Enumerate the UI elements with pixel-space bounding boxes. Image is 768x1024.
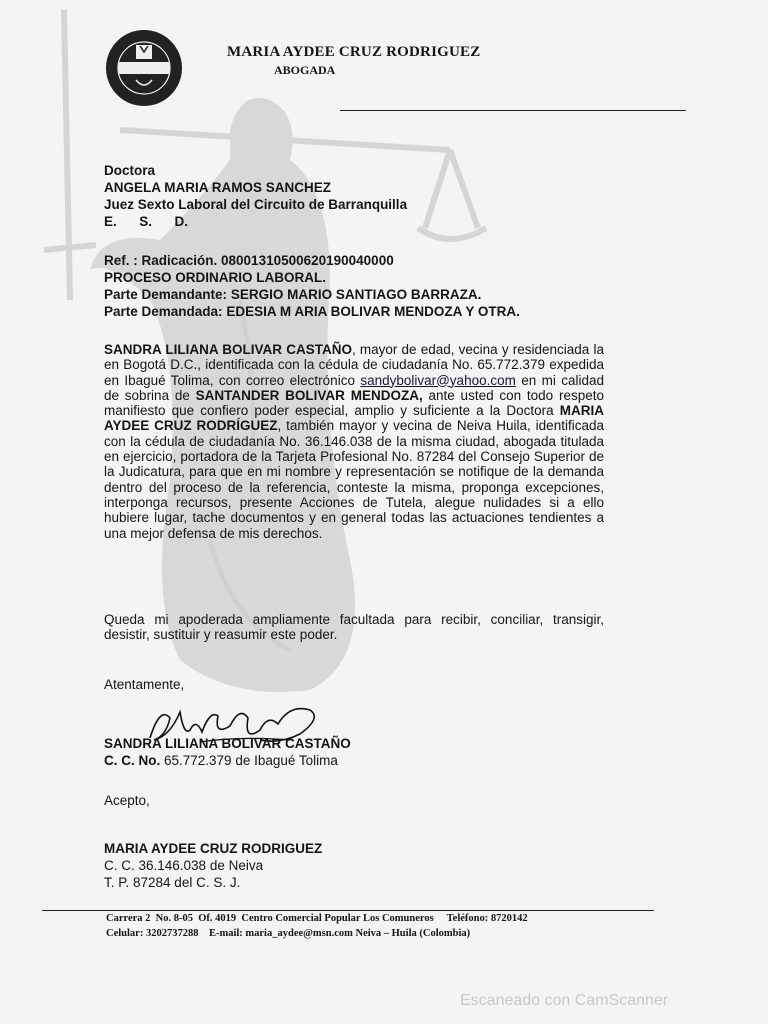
footer-rule [42,910,654,911]
reference-plaintiff [104,286,481,303]
body-paragraph-1 [104,342,604,541]
reference-process: PROCESO ORDINARIO LABORAL. [104,270,327,285]
addressee-salutation: Doctora [104,163,156,178]
paragraph-1-text-b: en mi calidad de sobrina de [104,372,604,403]
addressee-name: ANGELA MARIA RAMOS SANCHEZ [104,180,331,195]
university-seal-logo [104,28,184,108]
plaintiff-name: SERGIO MARIO SANTIAGO BARRAZA. [230,287,482,302]
header-lawyer-title: ABOGADA [274,63,336,77]
closing-regards: Atentamente, [104,677,185,692]
reference-defendant [104,303,520,320]
acceptor-name: MARIA AYDEE CRUZ RODRIGUEZ [104,841,323,856]
relative-name: SANTANDER BOLIVAR MENDOZA, [195,387,423,403]
signer-id [104,752,338,769]
camscanner-watermark: Escaneado con CamScanner [460,992,669,1009]
signer-id-label: C. C. No. [104,753,161,768]
paragraph-1-text-a: , mayor de edad, vecina y residenciada la en Bogotá D.C., identificada con la cédula de ciudadanía No. 65.772.379 expedida en Ibagué Tolima, con correo electrónico [104,342,604,388]
lawyer-name: MARIA AYDEE CRUZ RODRÍGUEZ [104,403,604,434]
accept-label: Acepto, [104,793,150,808]
header-rule [340,110,686,111]
plaintiff-label: Parte Demandante: [104,287,228,302]
signer-id-value: 65.772.379 de Ibagué Tolima [160,753,338,768]
addressee-position: Juez Sexto Laboral del Circuito de Barranquilla [104,197,408,212]
defendant-label: Parte Demandada: [104,304,223,319]
body-paragraph-2: Queda mi apoderada ampliamente facultada para recibir, conciliar, transigir, desistir, sustituir y reasumir este poder. [104,612,604,643]
footer-contact: Celular: 3202737288 E-mail: maria_aydee@msn.com Neiva – Huila (Colombia) [106,928,471,939]
header-lawyer-name: MARIA AYDEE CRUZ RODRIGUEZ [227,44,481,60]
reference-radicacion: Ref. : Radicación. 08001310500620190040000 [104,253,394,268]
acceptor-cc: C. C. 36.146.038 de Neiva [104,858,264,873]
grantor-email-link[interactable]: sandybolivar@yahoo.com [360,372,516,388]
acceptor-tp: T. P. 87284 del C. S. J. [104,875,241,890]
addressee-esd: E. S. D. [104,214,189,229]
defendant-name: EDESIA M ARIA BOLIVAR MENDOZA Y OTRA. [226,304,520,319]
paragraph-1-text-d: , también mayor y vecina de Neiva Huila, identificada con la cédula de ciudadanía No. 36.146.038 de la misma ciudad, abogada titulada en ejercicio, portadora de la Tarjeta Profesional No. 87284 del Consejo Superior de la Judicatura, para que en mi nombre y representación se notifique de la demanda dentro del proceso de la referencia, conteste la misma, proponga excepciones, interponga recursos, presente Acciones de Tutela, alegue nulidades si a ello hubiere lugar, tache documentos y en general todas las actuaciones tendientes a una mejor defensa de mis derechos. [104,418,604,541]
paragraph-1-text-c: ante usted con todo respeto manifiesto que confiero poder especial, amplio y suficiente a la Doctora [104,387,604,419]
footer-address: Carrera 2 No. 8-05 Of. 4019 Centro Comercial Popular Los Comuneros Teléfono: 8720142 [106,913,528,924]
grantor-name: SANDRA LILIANA BOLIVAR CASTAÑO [104,342,352,357]
signer-name: SANDRA LILIANA BOLIVAR CASTAÑO [104,736,351,751]
